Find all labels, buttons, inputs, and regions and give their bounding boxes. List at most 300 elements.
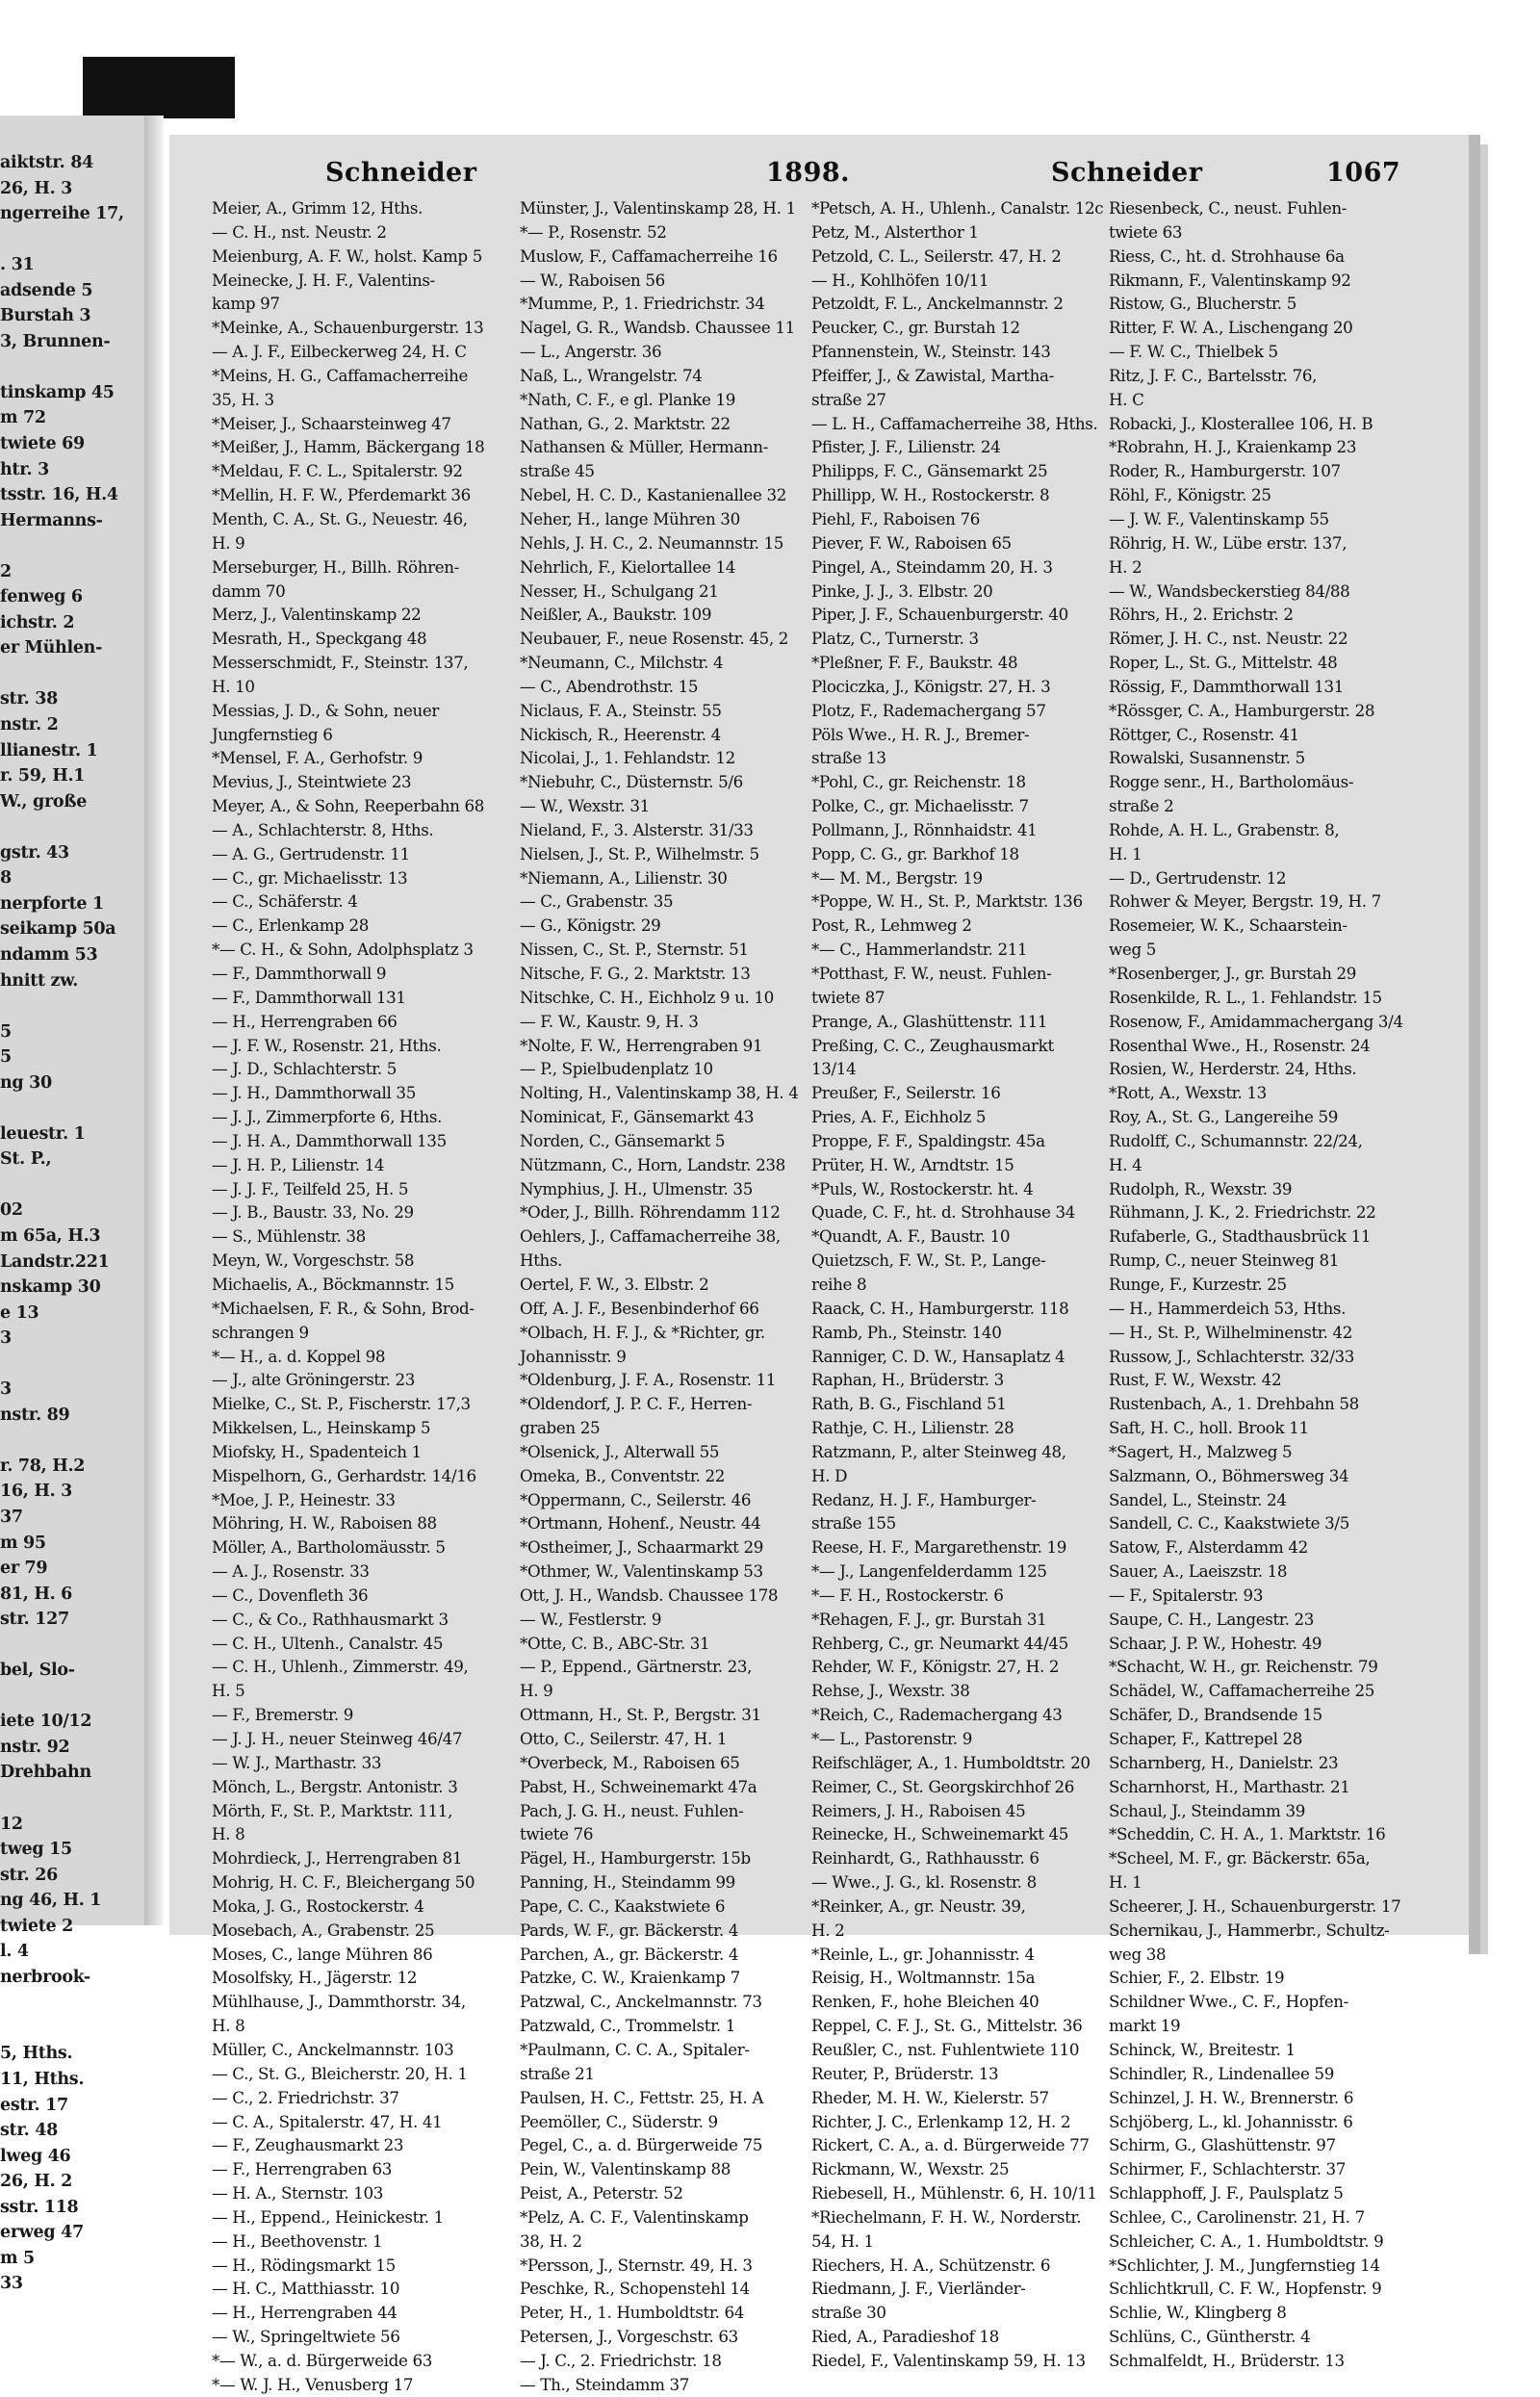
directory-entry-line: *Pohl, C., gr. Reichenstr. 18 [811,772,1026,792]
directory-entry-line: Nathansen & Müller, Hermann- [520,437,768,457]
directory-entry-line: Riess, C., ht. d. Strohhause 6a [1109,245,1345,266]
directory-entry-line: Peter, H., 1. Humboldtstr. 64 [520,2303,745,2323]
directory-entry-line: Schaar, J. P. W., Hohestr. 49 [1109,1633,1322,1653]
left-page-line [0,814,148,840]
directory-entry-line: — H., Kohlhöfen 10/11 [811,270,989,290]
left-page-line: 5 [0,1021,12,1042]
directory-entry-line: *— C. H., & Sohn, Adolphsplatz 3 [212,940,474,960]
left-page-line: sstr. 118 [0,2197,79,2217]
directory-entry-line: — W. J., Marthastr. 33 [212,1752,382,1772]
left-page-fragment [0,116,152,2294]
directory-entry-line: Otto, C., Seilerstr. 47, H. 1 [520,1729,728,1748]
directory-entry-line: Ried, A., Paradieshof 18 [811,2327,999,2347]
directory-entry-line: Omeka, B., Conventstr. 22 [520,1465,726,1485]
directory-entry-line: H. D [811,1465,848,1485]
directory-entry-line: *Rosenberger, J., gr. Burstah 29 [1109,964,1357,983]
directory-entry-line: *Oldendorf, J. P. C. F., Herren- [520,1394,753,1414]
directory-entry-line: Platz, C., Turnerstr. 3 [811,629,979,649]
directory-entry-line: Nolting, H., Valentinskamp 38, H. 4 [520,1083,799,1103]
directory-entry-line: Schaul, J., Steindamm 39 [1109,1800,1305,1820]
left-page-line: ndamm 53 [0,944,98,965]
left-page-line [0,1990,148,2016]
directory-entry-line: — J. H., Dammthorwall 35 [212,1083,416,1103]
directory-entry-line: Reinecke, H., Schweinemarkt 45 [811,1824,1069,1844]
directory-entry-line: 35, H. 3 [212,389,274,409]
directory-entry-line: Pfannenstein, W., Steinstr. 143 [811,342,1051,362]
directory-entry-line: H. 10 [212,676,255,696]
directory-entry-line: Preßing, C. C., Zeughausmarkt [811,1035,1054,1055]
directory-entry-line: Sauer, A., Laeiszstr. 18 [1109,1561,1288,1582]
directory-entry-line: *Neumann, C., Milchstr. 4 [520,653,724,673]
directory-entry-line: H. 8 [212,2016,245,2036]
directory-entry-line: Meinecke, J. H. F., Valentins- [212,270,435,290]
left-page-line: ng 30 [0,1072,52,1093]
directory-entry-line: Meyn, W., Vorgeschstr. 58 [212,1250,415,1271]
page-edge-2 [1480,144,1488,1954]
directory-entry-line: Röhrs, H., 2. Erichstr. 2 [1109,605,1294,625]
directory-entry-line: Meienburg, A. F. W., holst. Kamp 5 [212,245,482,266]
header-year: 1898. [766,158,851,188]
directory-entry-line: Rustenbach, A., 1. Drehbahn 58 [1109,1394,1359,1414]
left-page-line: tinskamp 45 [0,382,115,402]
directory-entry-line: *— W. J. H., Venusberg 17 [212,2374,414,2394]
directory-entry-line: *Scheddin, C. H. A., 1. Marktstr. 16 [1109,1824,1386,1844]
left-page-line: erweg 47 [0,2223,84,2243]
left-page-line: nstr. 92 [0,1737,70,1757]
book-spine-shadow [83,57,235,118]
directory-entry-line: 38, H. 2 [520,2230,582,2251]
directory-entry-line: Ottmann, H., St. P., Bergstr. 31 [520,1705,761,1725]
directory-entry-line: Schlüns, C., Güntherstr. 4 [1109,2327,1311,2347]
page-header [169,158,1401,193]
directory-entry-line: Münster, J., Valentinskamp 28, H. 1 [520,198,796,218]
left-page-line [0,1428,148,1454]
directory-entry-line: Rehberg, C., gr. Neumarkt 44/45 [811,1633,1068,1653]
left-page-line: m 72 [0,408,46,428]
directory-entry-line: — C., Abendrothstr. 15 [520,676,699,696]
directory-entry-line: Johannisstr. 9 [520,1346,627,1366]
directory-entry-line: reihe 8 [811,1274,867,1294]
left-page-line: m 95 [0,1533,46,1553]
directory-entry-line: Schernikau, J., Hammerbr., Schultz- [1109,1920,1390,1940]
left-page-line: str. 26 [0,1865,58,1885]
left-page-line: 5 [0,1047,12,1068]
left-page-line [0,1173,148,1198]
directory-entry-line: Ranniger, C. D. W., Hansaplatz 4 [811,1346,1065,1366]
directory-entry-line: *Reinker, A., gr. Neustr. 39, [811,1895,1026,1916]
directory-entry-line: Peist, A., Peterstr. 52 [520,2183,683,2204]
directory-entry-line: *Schacht, W. H., gr. Reichenstr. 79 [1109,1657,1378,1677]
directory-entry-line: Meier, A., Grimm 12, Hths. [212,198,424,218]
directory-entry-line: — S., Mühlenstr. 38 [212,1226,366,1247]
directory-entry-line: Jungfernstieg 6 [212,724,333,744]
directory-entry-line: *Mensel, F. A., Gerhofstr. 9 [212,748,423,768]
left-page-line: 02 [0,1200,23,1221]
directory-entry-line: — H., Eppend., Heinickestr. 1 [212,2206,444,2227]
directory-entry-line: — F. W. C., Thielbek 5 [1109,342,1278,362]
directory-entry-line: Polke, C., gr. Michaelisstr. 7 [811,796,1029,816]
directory-entry-line: Scharnberg, H., Danielstr. 23 [1109,1752,1339,1772]
directory-entry-line: Scheerer, J. H., Schauenburgerstr. 17 [1109,1895,1401,1916]
directory-entry-line: *— W., a. d. Bürgerweide 63 [212,2350,432,2370]
directory-entry-line: *— H., a. d. Koppel 98 [212,1346,386,1366]
directory-entry-line: Mielke, C., St. P., Fischerstr. 17,3 [212,1394,471,1414]
directory-entry-line: Pfister, J. F., Lilienstr. 24 [811,437,1001,457]
directory-entry-line: Schlie, W., Klingberg 8 [1109,2303,1287,2323]
directory-entry-line: *Niemann, A., Lilienstr. 30 [520,867,728,888]
directory-entry-line: Rössig, F., Dammthorwall 131 [1109,676,1344,696]
directory-entry-line: *Mumme, P., 1. Friedrichstr. 34 [520,294,765,314]
directory-entry-line: Quade, C. F., ht. d. Strohhause 34 [811,1202,1076,1223]
directory-entry-line: — Wwe., J. G., kl. Rosenstr. 8 [811,1872,1037,1893]
left-page-line [0,1352,148,1378]
directory-entry-line: Pinke, J. J., 3. Elbstr. 20 [811,580,993,601]
directory-column-1 [212,196,516,2397]
directory-entry-line: *Persson, J., Sternstr. 49, H. 3 [520,2255,753,2275]
directory-entry-line: Proppe, F. F., Spaldingstr. 45a [811,1130,1045,1150]
directory-entry-line: Runge, F., Kurzestr. 25 [1109,1274,1287,1294]
directory-entry-line: Schier, F., 2. Elbstr. 19 [1109,1968,1285,1988]
left-page-line [0,1684,148,1710]
directory-column-2 [520,196,824,2397]
left-page-line: m 65a, H.3 [0,1225,101,1246]
directory-entry-line: — W., Springeltwiete 56 [212,2327,400,2347]
directory-entry-line: Merseburger, H., Billh. Röhren- [212,556,459,577]
directory-entry-line: *Othmer, W., Valentinskamp 53 [520,1561,763,1582]
directory-entry-line: Mörth, F., St. P., Marktstr. 111, [212,1800,453,1820]
directory-entry-line: *Nath, C. F., e gl. Planke 19 [520,389,736,409]
left-page-line: twiete 2 [0,1916,74,1936]
left-page-line: Burstah 3 [0,306,91,326]
directory-entry-line: Preußer, F., Seilerstr. 16 [811,1083,1001,1103]
directory-entry-line: Paulsen, H. C., Fettstr. 25, H. A [520,2087,764,2107]
directory-entry-line: *Niebuhr, C., Düsternstr. 5/6 [520,772,743,792]
directory-entry-line: Rühmann, J. K., 2. Friedrichstr. 22 [1109,1202,1376,1223]
directory-entry-line: Nominicat, F., Gänsemarkt 43 [520,1107,755,1127]
directory-entry-line: — H., Beethovenstr. 1 [212,2230,383,2251]
directory-entry-line: Schädel, W., Caffamacherreihe 25 [1109,1681,1375,1701]
directory-entry-line: — H., Hammerdeich 53, Hths. [1109,1298,1347,1318]
directory-entry-line: Plotz, F., Rademachergang 57 [811,700,1046,720]
directory-entry-line: Merz, J., Valentinskamp 22 [212,605,422,625]
left-page-line: htr. 3 [0,459,49,479]
directory-entry-line: Patzke, C. W., Kraienkamp 7 [520,1968,740,1988]
left-page-line: ng 46, H. 1 [0,1891,102,1911]
directory-entry-line: — W., Raboisen 56 [520,270,665,290]
directory-entry-line: Pfeiffer, J., & Zawistal, Martha- [811,365,1054,385]
directory-entry-line: *— J., Langenfelderdamm 125 [811,1561,1047,1582]
directory-entry-line: Norden, C., Gänsemarkt 5 [520,1130,726,1150]
directory-entry-line: Mosebach, A., Grabenstr. 25 [212,1920,435,1940]
left-page-line [0,993,148,1019]
directory-entry-line: *Reinle, L., gr. Johannisstr. 4 [811,1944,1035,1964]
directory-entry-line: — C., Erlenkamp 28 [212,915,370,936]
left-page-line: St. P., [0,1149,52,1170]
directory-entry-line: Pein, W., Valentinskamp 88 [520,2159,731,2179]
directory-entry-line: Quietzsch, F. W., St. P., Lange- [811,1250,1046,1271]
directory-entry-line: H. 1 [1109,1872,1142,1893]
directory-entry-line: Rohde, A. H. L., Grabenstr. 8, [1109,819,1340,839]
directory-entry-line: Panning, H., Steindamm 99 [520,1872,735,1893]
directory-entry-line: Nesser, H., Schulgang 21 [520,580,719,601]
directory-entry-line: Nagel, G. R., Wandsb. Chaussee 11 [520,318,795,338]
left-page-line: 37 [0,1507,23,1527]
left-page-line [0,227,148,253]
directory-entry-line: Mevius, J., Steintwiete 23 [212,772,412,792]
directory-entry-line: *Olsenick, J., Alterwall 55 [520,1441,720,1461]
directory-entry-line: damm 70 [212,580,286,601]
directory-entry-line: Neubauer, F., neue Rosenstr. 45, 2 [520,629,789,649]
directory-entry-line: — F., Dammthorwall 9 [212,964,387,983]
directory-entry-line: — C., 2. Friedrichstr. 37 [212,2087,399,2107]
directory-entry-line: — A. G., Gertrudenstr. 11 [212,843,410,863]
directory-entry-line: — J., alte Gröningerstr. 23 [212,1370,415,1390]
directory-entry-line: Off, A. J. F., Besenbinderhof 66 [520,1298,759,1318]
directory-entry-line: Nissen, C., St. P., Sternstr. 51 [520,940,749,960]
left-page-line: 3 [0,1379,12,1400]
directory-entry-line: *— P., Rosenstr. 52 [520,221,667,242]
directory-entry-line: Oehlers, J., Caffamacherreihe 38, [520,1226,781,1247]
directory-entry-line: Peemöller, C., Süderstr. 9 [520,2111,718,2131]
directory-entry-line: H. 5 [212,1681,245,1701]
directory-entry-line: Moses, C., lange Mühren 86 [212,1944,433,1964]
directory-entry-line: Satow, F., Alsterdamm 42 [1109,1537,1308,1558]
directory-entry-line: Rathje, C. H., Lilienstr. 28 [811,1418,1014,1438]
directory-entry-line: Naß, L., Wrangelstr. 74 [520,365,703,385]
directory-entry-line: Sandel, L., Steinstr. 24 [1109,1489,1287,1509]
directory-entry-line: Nieland, F., 3. Alsterstr. 31/33 [520,819,754,839]
directory-entry-line: Menth, C. A., St. G., Neuestr. 46, [212,508,468,528]
directory-entry-line: — H., Herrengraben 44 [212,2303,398,2323]
directory-entry-line: Phillipp, W. H., Rostockerstr. 8 [811,485,1050,505]
left-page-line: iete 10/12 [0,1712,92,1732]
left-page-line: 12 [0,1814,23,1834]
directory-entry-line: Salzmann, O., Böhmersweg 34 [1109,1465,1349,1485]
directory-entry-line: schrangen 9 [212,1322,309,1342]
left-page-line [0,1786,148,1812]
directory-entry-line: Michaelis, A., Böckmannstr. 15 [212,1274,454,1294]
left-page-line: seikamp 50a [0,919,116,940]
directory-entry-line: straße 155 [811,1513,896,1534]
directory-entry-line: *— L., Pastorenstr. 9 [811,1729,972,1748]
directory-entry-line: straße 27 [811,389,886,409]
directory-entry-line: Schirmer, F., Schlachterstr. 37 [1109,2159,1347,2179]
page-number: 1067 [1326,158,1401,188]
directory-entry-line: H. 4 [1109,1154,1142,1174]
directory-entry-line: *Nolte, F. W., Herrengraben 91 [520,1035,763,1055]
directory-entry-line: twiete 63 [1109,221,1183,242]
directory-entry-line: — A. J., Rosenstr. 33 [212,1561,370,1582]
directory-entry-line: *Puls, W., Rostockerstr. ht. 4 [811,1178,1034,1198]
directory-entry-line: Piever, F. W., Raboisen 65 [811,532,1012,553]
directory-entry-line: *Overbeck, M., Raboisen 65 [520,1752,740,1772]
directory-entry-line: Plociczka, J., Königstr. 27, H. 3 [811,676,1051,696]
directory-entry-line: — L., Angerstr. 36 [520,342,662,362]
directory-entry-line: Miofsky, H., Spadenteich 1 [212,1441,422,1461]
directory-entry-line: Patzwal, C., Anckelmannstr. 73 [520,1992,762,2012]
directory-entry-line: *Pleßner, F. F., Baukstr. 48 [811,653,1018,673]
directory-entry-line: Rehder, W. F., Königstr. 27, H. 2 [811,1657,1060,1677]
directory-entry-line: H. 9 [520,1681,553,1701]
directory-entry-line: Pabst, H., Schweinemarkt 47a [520,1776,757,1796]
directory-entry-line: Möller, A., Bartholomäusstr. 5 [212,1537,446,1558]
directory-entry-line: Popp, C. G., gr. Barkhof 18 [811,843,1019,863]
left-page-line: hnitt zw. [0,970,78,991]
directory-entry-line: weg 5 [1109,940,1157,960]
directory-entry-line: — D., Gertrudenstr. 12 [1109,867,1287,888]
directory-entry-line: — F. W., Kaustr. 9, H. 3 [520,1011,699,1031]
directory-entry-line: Prange, A., Glashüttenstr. 111 [811,1011,1048,1031]
directory-entry-line: — J. H. A., Dammthorwall 135 [212,1130,447,1150]
directory-entry-line: *Reich, C., Rademachergang 43 [811,1705,1063,1725]
directory-entry-line: straße 30 [811,2303,886,2323]
directory-entry-line: — H., St. P., Wilhelminenstr. 42 [1109,1322,1353,1342]
left-page-line: estr. 17 [0,2095,68,2115]
directory-entry-line: *Meiser, J., Schaarsteinweg 47 [212,413,451,433]
directory-entry-line: — P., Spielbudenplatz 10 [520,1059,713,1079]
left-page-line [0,533,148,559]
directory-entry-line: Peschke, R., Schopenstehl 14 [520,2279,750,2299]
directory-entry-line: Piehl, F., Raboisen 76 [811,508,981,528]
left-page-line [0,661,148,687]
directory-entry-line: Riedmann, J. F., Vierländer- [811,2279,1026,2299]
directory-entry-line: Mesrath, H., Speckgang 48 [212,629,427,649]
directory-entry-line: — C., gr. Michaelisstr. 13 [212,867,408,888]
directory-entry-line: Saupe, C. H., Langestr. 23 [1109,1609,1315,1629]
directory-entry-line: Peucker, C., gr. Burstah 12 [811,318,1020,338]
directory-entry-line: Nehrlich, F., Kielortallee 14 [520,556,735,577]
left-page-line: e 13 [0,1302,39,1323]
directory-entry-line: Schlichtkrull, C. F. W., Hopfenstr. 9 [1109,2279,1382,2299]
directory-entry-line: — F., Dammthorwall 131 [212,987,406,1007]
directory-entry-line: — C. A., Spitalerstr. 47, H. 41 [212,2111,443,2131]
directory-entry-line: Ritter, F. W. A., Lischengang 20 [1109,318,1353,338]
directory-entry-line: H. 8 [212,1824,245,1844]
directory-entry-line: *Meißer, J., Hamm, Bäckergang 18 [212,437,485,457]
directory-entry-line: Rust, F. W., Wexstr. 42 [1109,1370,1282,1390]
directory-entry-line: Rickmann, W., Wexstr. 25 [811,2159,1010,2179]
directory-entry-line: Meyer, A., & Sohn, Reeperbahn 68 [212,796,485,816]
directory-entry-line: Mönch, L., Bergstr. Antonistr. 3 [212,1776,458,1796]
left-page-line: fenweg 6 [0,587,83,607]
directory-entry-line: — F., Zeughausmarkt 23 [212,2135,404,2155]
directory-entry-line: straße 45 [520,461,595,481]
directory-entry-line: — A., Schlachterstr. 8, Hths. [212,819,434,839]
directory-entry-line: Renken, F., hohe Bleichen 40 [811,1992,1040,2012]
left-page-line: 5, Hths. [0,2044,73,2064]
directory-entry-line: straße 13 [811,748,886,768]
page-edge [1469,135,1480,1954]
directory-entry-line: H. 1 [1109,843,1142,863]
directory-entry-line: Post, R., Lehmweg 2 [811,915,972,936]
directory-entry-line: Rath, B. G., Fischland 51 [811,1394,1007,1414]
directory-entry-line: — A. J. F., Eilbeckerweg 24, H. C [212,342,467,362]
directory-entry-line: — C. H., Uhlenh., Zimmerstr. 49, [212,1657,469,1677]
directory-entry-line: Roder, R., Hamburgerstr. 107 [1109,461,1341,481]
directory-entry-line: Philipps, F. C., Gänsemarkt 25 [811,461,1048,481]
directory-entry-line: *Quandt, A. F., Baustr. 10 [811,1226,1011,1247]
directory-entry-line: Rosemeier, W. K., Schaarstein- [1109,915,1348,936]
left-page-line: nerbrook- [0,1967,90,1987]
directory-entry-line: — W., Wexstr. 31 [520,796,650,816]
directory-entry-line: Römer, J. H. C., nst. Neustr. 22 [1109,629,1348,649]
directory-entry-line: Pach, J. G. H., neust. Fuhlen- [520,1800,744,1820]
directory-entry-line: *Paulmann, C. C. A., Spitaler- [520,2039,750,2059]
header-right-word: Schneider [1051,158,1203,188]
directory-entry-line: Schinzel, J. H. W., Brennerstr. 6 [1109,2087,1354,2107]
directory-entry-line: Roper, L., St. G., Mittelstr. 48 [1109,653,1338,673]
directory-entry-line: *— C., Hammerlandstr. 211 [811,940,1028,960]
directory-entry-line: Rudolff, C., Schumannstr. 22/24, [1109,1130,1363,1150]
directory-entry-line: *Rössger, C. A., Hamburgerstr. 28 [1109,700,1375,720]
directory-entry-line: — C. H., Ultenh., Canalstr. 45 [212,1633,444,1653]
directory-entry-line: Reimer, C., St. Georgskirchhof 26 [811,1776,1075,1796]
directory-entry-line: *Petsch, A. H., Uhlenh., Canalstr. 12c [811,198,1104,218]
directory-entry-line: Rosenthal Wwe., H., Rosenstr. 24 [1109,1035,1371,1055]
directory-entry-line: Russow, J., Schlachterstr. 32/33 [1109,1346,1355,1366]
left-page-line: . 31 [0,255,35,275]
directory-entry-line: *Moe, J. P., Heinestr. 33 [212,1489,396,1509]
directory-entry-line: straße 21 [520,2063,595,2083]
directory-entry-line: — J. J., Zimmerpforte 6, Hths. [212,1107,443,1127]
directory-entry-line: Ritz, J. F. C., Bartelsstr. 76, [1109,365,1318,385]
directory-entry-line: — F., Herrengraben 63 [212,2159,392,2179]
directory-entry-line: Patzwald, C., Trommelstr. 1 [520,2016,736,2036]
directory-entry-line: Messias, J. D., & Sohn, neuer [212,700,440,720]
directory-entry-line: 13/14 [811,1059,857,1079]
directory-entry-line: Saft, H. C., holl. Brook 11 [1109,1418,1309,1438]
header-left-word: Schneider [325,158,477,188]
left-page-line: gstr. 43 [0,842,69,863]
directory-entry-line: — J. D., Schlachterstr. 5 [212,1059,398,1079]
left-page-line: er 79 [0,1559,48,1579]
directory-entry-line: Mühlhause, J., Dammthorstr. 34, [212,1992,466,2012]
left-page-line: leuestr. 1 [0,1123,86,1144]
left-page-line: tweg 15 [0,1840,72,1860]
directory-entry-line: Petzold, C. L., Seilerstr. 47, H. 2 [811,245,1062,266]
directory-entry-line: Pries, A. F., Eichholz 5 [811,1107,987,1127]
directory-entry-line: *— F. H., Rostockerstr. 6 [811,1585,1004,1605]
directory-entry-line: Nathan, G., 2. Marktstr. 22 [520,413,731,433]
directory-entry-line: Rosenkilde, R. L., 1. Fehlandstr. 15 [1109,987,1382,1007]
directory-entry-line: Rehse, J., Wexstr. 38 [811,1681,970,1701]
directory-entry-line: — J. F. W., Rosenstr. 21, Hths. [212,1035,442,1055]
directory-entry-line: Ramb, Ph., Steinstr. 140 [811,1322,1002,1342]
directory-entry-line: — H. C., Matthiasstr. 10 [212,2279,400,2299]
directory-entry-line: *Meinke, A., Schauenburgerstr. 13 [212,318,484,338]
directory-entry-line: *Scheel, M. F., gr. Bäckerstr. 65a, [1109,1848,1371,1869]
directory-entry-line: Nitschke, C. H., Eichholz 9 u. 10 [520,987,774,1007]
directory-entry-line: *Meldau, F. C. L., Spitalerstr. 92 [212,461,463,481]
left-page-line: nskamp 30 [0,1277,101,1298]
directory-entry-line: Redanz, H. J. F., Hamburger- [811,1489,1037,1509]
directory-entry-line: — H., Herrengraben 66 [212,1011,398,1031]
directory-entry-line: Reppel, C. F. J., St. G., Mittelstr. 36 [811,2016,1083,2036]
directory-entry-line: Mohrig, H. C. F., Bleichergang 50 [212,1872,475,1893]
left-page-line: bel, Slo- [0,1661,75,1681]
directory-entry-line: — H. A., Sternstr. 103 [212,2183,384,2204]
directory-entry-line: Möhring, H. W., Raboisen 88 [212,1513,437,1534]
directory-entry-line: *Ostheimer, J., Schaarmarkt 29 [520,1537,764,1558]
directory-entry-line: — Th., Steindamm 37 [520,2374,690,2394]
directory-entry-line: 54, H. 1 [811,2230,874,2251]
directory-entry-line: twiete 76 [520,1824,594,1844]
directory-entry-line: Pingel, A., Steindamm 20, H. 3 [811,556,1053,577]
directory-entry-line: Rickert, C. A., a. d. Bürgerweide 77 [811,2135,1090,2155]
directory-entry-line: Rikmann, F., Valentinskamp 92 [1109,270,1351,290]
directory-entry-line: H. C [1109,389,1144,409]
directory-entry-line: Ristow, G., Blucherstr. 5 [1109,294,1296,314]
